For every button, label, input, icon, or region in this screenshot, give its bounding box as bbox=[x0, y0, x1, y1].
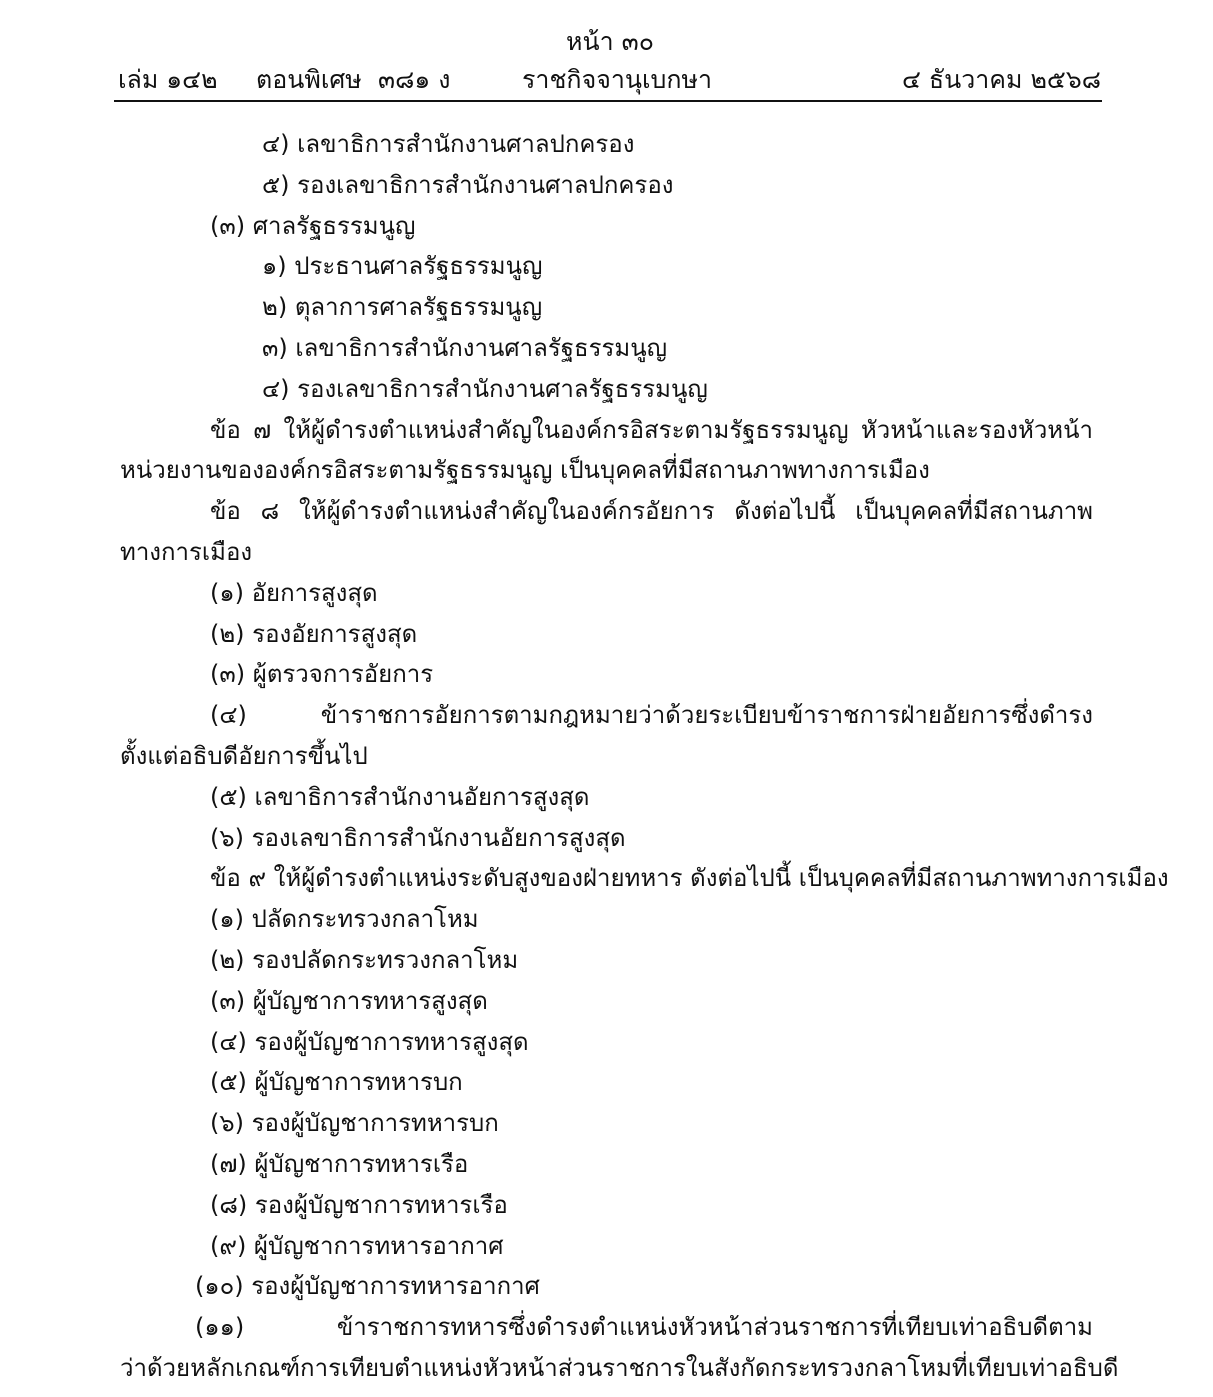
text-line: ๓) เลขาธิการสำนักงานศาลรัฐธรรมนูญ bbox=[262, 333, 668, 362]
text-line: ข้อ ๙ ให้ผู้ดำรงตำแหน่งระดับสูงของฝ่ายทหาร ดังต่อไปนี้ เป็นบุคคลที่มีสถานภาพทางการเมือง bbox=[210, 864, 1169, 893]
text-line: (๑๑) ข้าราชการทหารซึ่งดำรงตำแหน่งหัวหน้าส่วนราชการที่เทียบเท่าอธิบดีตาม bbox=[195, 1313, 1093, 1342]
text-line: (๔) ข้าราชการอัยการตามกฎหมายว่าด้วยระเบียบข้าราชการฝ่ายอัยการซึ่งดำรง bbox=[210, 701, 1093, 730]
text-line: (๑) อัยการสูงสุด bbox=[210, 578, 378, 607]
text-line: (๑๐) รองผู้บัญชาการทหารอากาศ bbox=[195, 1272, 540, 1301]
text-line: (๒) รองปลัดกระทรวงกลาโหม bbox=[210, 945, 519, 974]
issue-label: ตอนพิเศษ bbox=[256, 65, 362, 94]
journal-title: ราชกิจจานุเบกษา bbox=[522, 65, 713, 94]
text-line: ๔) เลขาธิการสำนักงานศาลปกครอง bbox=[262, 130, 635, 158]
text-line: ๕) รองเลขาธิการสำนักงานศาลปกครอง bbox=[262, 170, 674, 199]
text-line: (๓) ผู้บัญชาการทหารสูงสุด bbox=[210, 986, 488, 1015]
text-line: ข้อ ๗ ให้ผู้ดำรงตำแหน่งสำคัญในองค์กรอิสระตามรัฐธรรมนูญ หัวหน้าและรองหัวหน้า bbox=[210, 415, 1093, 444]
volume: เล่ม ๑๔๒ bbox=[118, 65, 218, 94]
text-line: (๑) ปลัดกระทรวงกลาโหม bbox=[210, 905, 479, 934]
text-line: (๔) รองผู้บัญชาการทหารสูงสุด bbox=[210, 1027, 529, 1056]
document-body bbox=[0, 124, 1213, 1389]
page-number: หน้า ๓๐ bbox=[566, 27, 654, 56]
text-line: หน่วยงานขององค์กรอิสระตามรัฐธรรมนูญ เป็นบุคคลที่มีสถานภาพทางการเมือง bbox=[120, 456, 930, 485]
text-line: (๖) รองเลขาธิการสำนักงานอัยการสูงสุด bbox=[210, 823, 626, 852]
text-line: (๙) ผู้บัญชาการทหารอากาศ bbox=[210, 1231, 504, 1260]
issue-number: ๓๘๑ ง bbox=[378, 65, 451, 94]
text-line: (๓) ศาลรัฐธรรมนูญ bbox=[210, 211, 416, 240]
text-line: (๕) เลขาธิการสำนักงานอัยการสูงสุด bbox=[210, 782, 590, 811]
text-line: (๖) รองผู้บัญชาการทหารบก bbox=[210, 1109, 499, 1138]
text-line: (๒) รองอัยการสูงสุด bbox=[210, 619, 418, 648]
text-line: ตั้งแต่อธิบดีอัยการขึ้นไป bbox=[120, 741, 368, 770]
text-line: ทางการเมือง bbox=[120, 537, 253, 566]
text-line: (๓) ผู้ตรวจการอัยการ bbox=[210, 660, 434, 689]
text-line: ว่าด้วยหลักเกณฑ์การเทียบตำแหน่งหัวหน้าส่วนราชการในสังกัดกระทรวงกลาโหมที่เทียบเท่าอธิบดี bbox=[120, 1353, 1119, 1382]
text-line: ข้อ ๘ ให้ผู้ดำรงตำแหน่งสำคัญในองค์กรอัยการ ดังต่อไปนี้ เป็นบุคคลที่มีสถานภาพ bbox=[210, 497, 1093, 526]
text-line: ๒) ตุลาการศาลรัฐธรรมนูญ bbox=[262, 293, 543, 322]
text-line: (๘) รองผู้บัญชาการทหารเรือ bbox=[210, 1190, 508, 1219]
publication-date: ๔ ธันวาคม ๒๕๖๘ bbox=[902, 65, 1101, 94]
text-line: ๔) รองเลขาธิการสำนักงานศาลรัฐธรรมนูญ bbox=[262, 374, 708, 403]
text-line: ๑) ประธานศาลรัฐธรรมนูญ bbox=[262, 252, 543, 281]
text-line: (๕) ผู้บัญชาการทหารบก bbox=[210, 1068, 463, 1097]
text-line: (๗) ผู้บัญชาการทหารเรือ bbox=[210, 1149, 469, 1178]
header-divider bbox=[114, 100, 1102, 102]
